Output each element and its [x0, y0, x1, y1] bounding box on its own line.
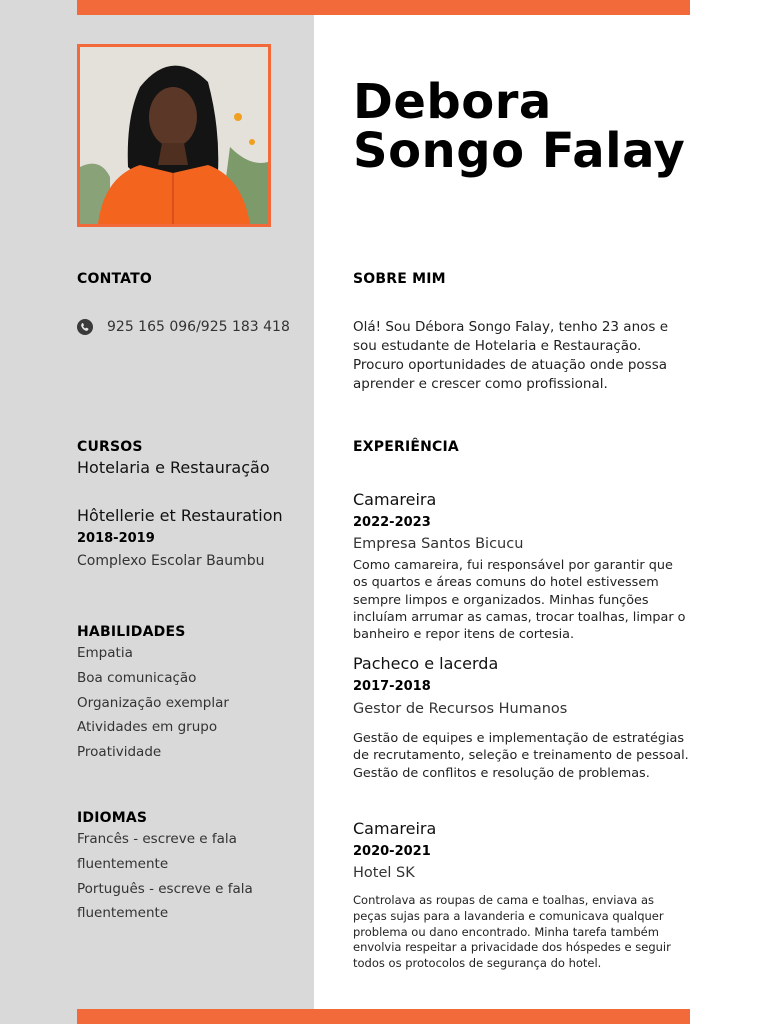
profile-photo — [77, 44, 271, 227]
contact-heading: CONTATO — [77, 271, 152, 287]
experience-heading: EXPERIÊNCIA — [353, 439, 459, 455]
job-title: Camareira — [353, 490, 437, 509]
languages-heading: IDIOMAS — [77, 810, 148, 826]
job-company: Gestor de Recursos Humanos — [353, 701, 568, 717]
job-company: Hotel SK — [353, 865, 415, 881]
skill-item: Boa comunicação — [77, 669, 197, 686]
skills-list — [77, 641, 229, 765]
course-years: 2018-2019 — [77, 531, 155, 546]
name-rest: Songo Falay — [353, 123, 686, 179]
job-title: Pacheco e lacerda — [353, 654, 499, 673]
job-company: Empresa Santos Bicucu — [353, 536, 524, 552]
languages-list — [77, 827, 253, 926]
job-description: Como camareira, fui responsável por garantir que os quartos e áreas comuns do hotel estivessem sempre limpos e organizados. Minhas funções incluíam arrumar as camas, trocar toalhas, limpar o banheiro e repor itens de cortesia. — [353, 558, 686, 643]
skills-heading: HABILIDADES — [77, 624, 186, 640]
job-description: Controlava as roupas de cama e toalhas, enviava as peças sujas para a lavanderia e comunicava qualquer problema ou dano encontrado. Minha tarefa também envolvia respeitar a privacidade dos hóspedes e seguir todos os protocolos de segurança do hotel. — [353, 893, 671, 971]
about-text: Olá! Sou Débora Songo Falay, tenho 23 anos e sou estudante de Hotelaria e Restauração. Procuro oportunidades de atuação onde possa aprender e crescer como profissional. — [353, 319, 669, 392]
full-name — [353, 74, 686, 179]
name-first: Debora — [353, 74, 552, 130]
job-years: 2020-2021 — [353, 844, 431, 859]
language-line: fluentemente — [77, 855, 169, 872]
skill-item: Atividades em grupo — [77, 719, 218, 736]
course-school: Complexo Escolar Baumbu — [77, 553, 265, 569]
skill-item: Empatia — [77, 645, 133, 661]
job-title: Camareira — [353, 819, 437, 838]
job-years: 2017-2018 — [353, 679, 431, 694]
courses-heading: CURSOS — [77, 439, 143, 455]
bottom-accent-bar — [77, 1009, 690, 1024]
skill-item: Proatividade — [77, 744, 162, 761]
skill-item: Organização exemplar — [77, 694, 229, 711]
language-line: fluentemente — [77, 905, 169, 922]
language-line: Francês - escreve e fala — [77, 831, 237, 847]
phone-number: 925 165 096/925 183 418 — [107, 319, 290, 335]
language-line: Português - escreve e fala — [77, 880, 253, 897]
course-title: Hôtellerie et Restauration — [77, 506, 283, 525]
job-years: 2022-2023 — [353, 515, 431, 530]
job-description: Gestão de equipes e implementação de estratégias de recrutamento, seleção e treinamento de pessoal. Gestão de conflitos e resolução de problemas. — [353, 731, 689, 781]
phone-icon — [77, 319, 93, 335]
about-heading: SOBRE MIM — [353, 271, 446, 287]
course-title: Hotelaria e Restauração — [77, 458, 270, 477]
top-accent-bar — [77, 0, 690, 15]
